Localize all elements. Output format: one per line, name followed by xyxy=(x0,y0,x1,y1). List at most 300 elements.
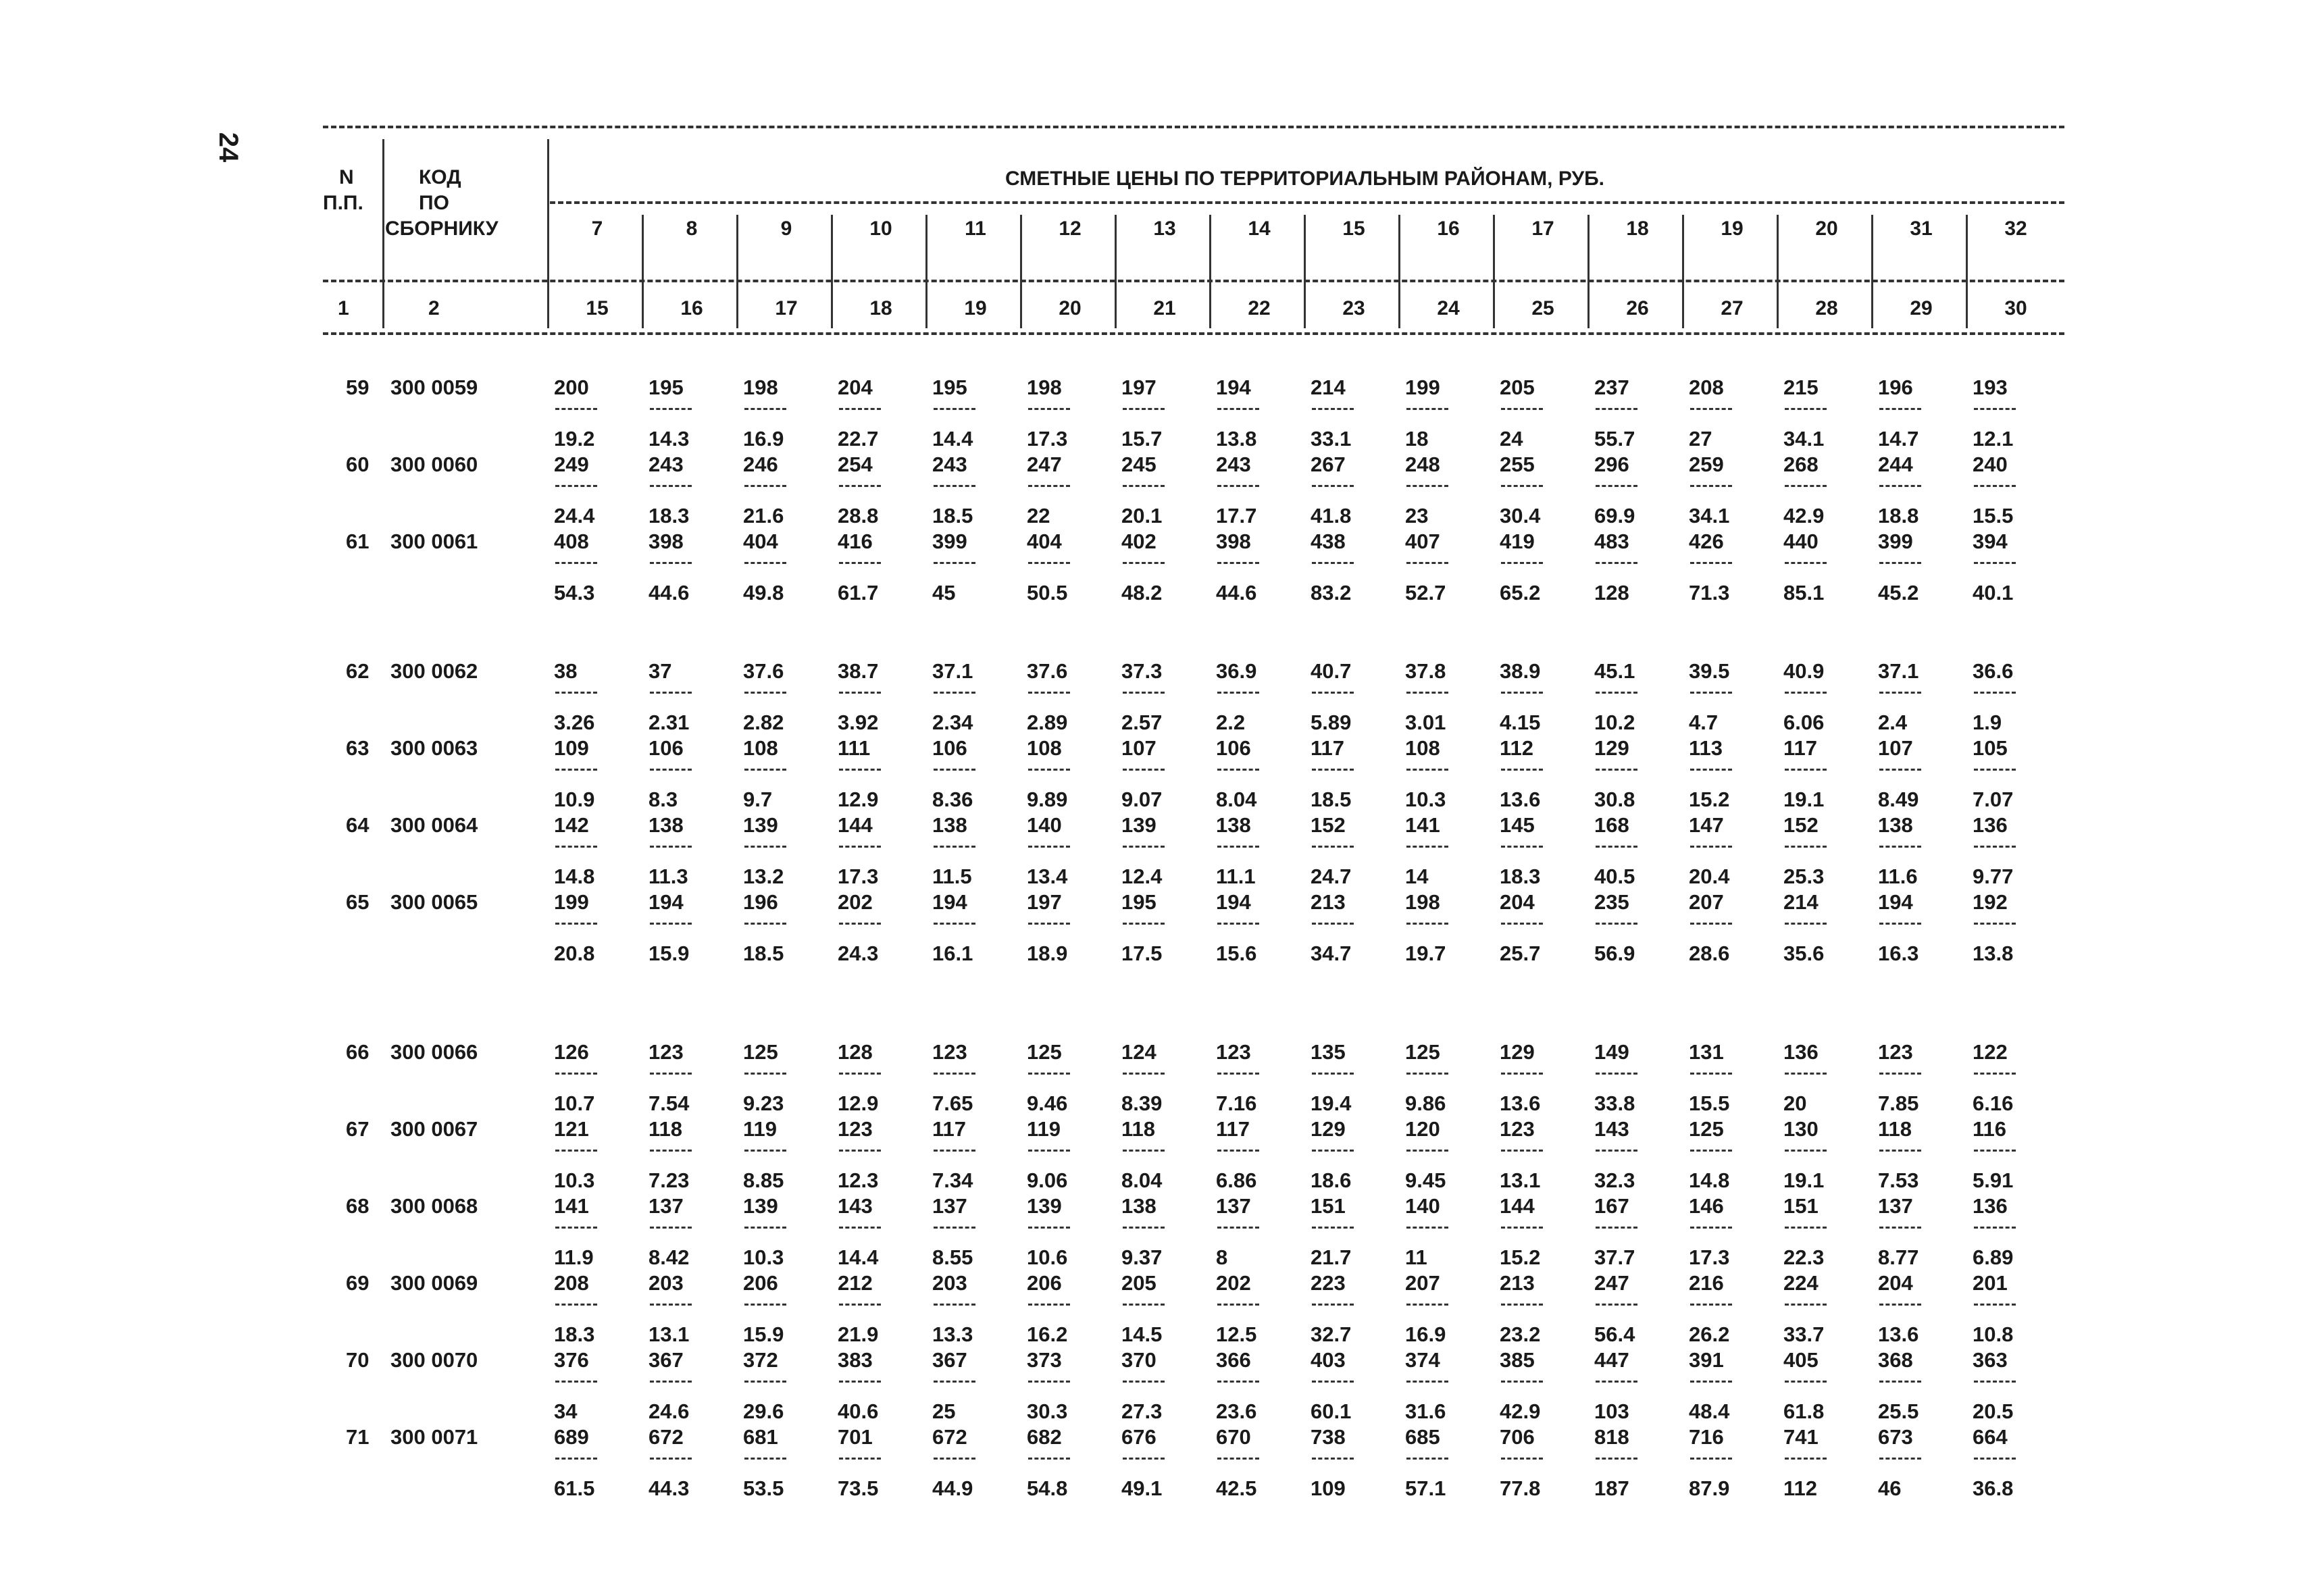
fraction-bar xyxy=(555,769,597,771)
price-value: 117 xyxy=(932,1117,967,1141)
row-code: 300 0062 xyxy=(390,659,478,683)
fraction-bar xyxy=(744,1458,786,1460)
price-sub-value: 61.5 xyxy=(554,1476,595,1500)
price-value: 244 xyxy=(1878,453,1913,476)
price-sub-value: 3.01 xyxy=(1405,711,1446,734)
fraction-bar xyxy=(1028,1150,1070,1152)
fraction-bar xyxy=(1690,692,1732,694)
fraction-bar xyxy=(1596,1073,1637,1075)
price-value: 366 xyxy=(1216,1348,1251,1372)
price-sub-value: 21.9 xyxy=(838,1322,879,1346)
price-sub-value: 34.1 xyxy=(1689,504,1730,527)
header-separator xyxy=(1115,215,1117,328)
fraction-bar xyxy=(1028,692,1070,694)
price-value: 37.3 xyxy=(1121,659,1163,683)
row-number: 64 xyxy=(346,813,370,837)
fraction-bar xyxy=(1123,1304,1165,1306)
fraction-bar xyxy=(1879,485,1921,487)
row-code: 300 0069 xyxy=(390,1271,478,1295)
fraction-bar xyxy=(1596,1150,1637,1152)
fraction-bar xyxy=(1217,408,1259,410)
price-value: 202 xyxy=(1216,1271,1251,1295)
fraction-bar xyxy=(744,1304,786,1306)
price-value: 741 xyxy=(1783,1425,1819,1449)
price-value: 106 xyxy=(1216,736,1251,760)
price-sub-value: 61.7 xyxy=(838,581,879,604)
row-code: 300 0059 xyxy=(390,376,478,399)
header-col-n: N xyxy=(339,166,354,188)
fraction-bar xyxy=(934,1304,975,1306)
fraction-bar xyxy=(1690,1073,1732,1075)
price-value: 125 xyxy=(1689,1117,1724,1141)
header-district: 15 xyxy=(1342,217,1365,240)
header-district: 17 xyxy=(1531,217,1554,240)
fraction-bar xyxy=(1596,562,1637,564)
price-sub-value: 12.1 xyxy=(1973,427,2014,451)
price-value: 426 xyxy=(1689,530,1724,553)
price-value: 108 xyxy=(1027,736,1062,760)
fraction-bar xyxy=(1501,408,1543,410)
price-value: 136 xyxy=(1973,1194,2008,1218)
price-sub-value: 14.7 xyxy=(1878,427,1919,451)
header-separator xyxy=(1966,215,1968,328)
price-sub-value: 48.2 xyxy=(1121,581,1163,604)
fraction-bar xyxy=(1879,1381,1921,1383)
price-sub-value: 13.6 xyxy=(1500,1091,1541,1115)
fraction-bar xyxy=(555,923,597,925)
price-sub-value: 44.9 xyxy=(932,1476,973,1500)
price-sub-value: 5.91 xyxy=(1973,1168,2014,1192)
price-value: 138 xyxy=(1878,813,1913,837)
price-value: 112 xyxy=(1500,736,1534,760)
price-value: 376 xyxy=(554,1348,589,1372)
fraction-bar xyxy=(744,1381,786,1383)
price-sub-value: 17.7 xyxy=(1216,504,1257,527)
price-sub-value: 24.4 xyxy=(554,504,595,527)
price-sub-value: 13.3 xyxy=(932,1322,973,1346)
fraction-bar xyxy=(1123,1458,1165,1460)
fraction-bar xyxy=(934,692,975,694)
price-value: 45.1 xyxy=(1594,659,1635,683)
price-sub-value: 11.3 xyxy=(649,865,688,888)
header-col-index: 15 xyxy=(586,297,609,319)
price-sub-value: 8.49 xyxy=(1878,788,1919,811)
price-sub-value: 34 xyxy=(554,1399,578,1423)
price-sub-value: 26.2 xyxy=(1689,1322,1730,1346)
price-sub-value: 40.1 xyxy=(1973,581,2014,604)
row-code: 300 0064 xyxy=(390,813,478,837)
price-sub-value: 69.9 xyxy=(1594,504,1635,527)
fraction-bar xyxy=(839,846,881,848)
price-value: 204 xyxy=(838,376,873,399)
price-sub-value: 24.3 xyxy=(838,942,879,965)
price-sub-value: 18.5 xyxy=(932,504,973,527)
price-value: 207 xyxy=(1405,1271,1440,1295)
price-sub-value: 15.2 xyxy=(1500,1245,1541,1269)
price-value: 249 xyxy=(554,453,589,476)
header-col-index: 25 xyxy=(1531,297,1554,319)
fraction-bar xyxy=(1501,1381,1543,1383)
price-sub-value: 7.53 xyxy=(1878,1168,1919,1192)
price-value: 685 xyxy=(1405,1425,1440,1449)
price-value: 374 xyxy=(1405,1348,1440,1372)
price-sub-value: 11.6 xyxy=(1878,865,1918,888)
price-value: 37.1 xyxy=(1878,659,1919,683)
fraction-bar xyxy=(1123,1073,1165,1075)
price-sub-value: 7.07 xyxy=(1973,788,2014,811)
price-sub-value: 44.3 xyxy=(649,1476,690,1500)
fraction-bar xyxy=(650,769,692,771)
price-value: 107 xyxy=(1121,736,1156,760)
price-sub-value: 19.1 xyxy=(1783,1168,1825,1192)
price-sub-value: 10.8 xyxy=(1973,1322,2014,1346)
fraction-bar xyxy=(650,1381,692,1383)
price-value: 193 xyxy=(1973,376,2008,399)
fraction-bar xyxy=(1312,1458,1354,1460)
fraction-bar xyxy=(555,1073,597,1075)
price-value: 152 xyxy=(1311,813,1346,837)
price-sub-value: 8.55 xyxy=(932,1245,973,1269)
price-value: 399 xyxy=(1878,530,1913,553)
fraction-bar xyxy=(1690,485,1732,487)
price-sub-value: 42.9 xyxy=(1783,504,1825,527)
price-sub-value: 15.6 xyxy=(1216,942,1257,965)
fraction-bar xyxy=(744,923,786,925)
price-sub-value: 18.3 xyxy=(1500,865,1541,888)
fraction-bar xyxy=(1312,1381,1354,1383)
price-value: 447 xyxy=(1594,1348,1629,1372)
fraction-bar xyxy=(1123,769,1165,771)
fraction-bar xyxy=(555,408,597,410)
fraction-bar xyxy=(1974,1150,2016,1152)
price-value: 125 xyxy=(1027,1040,1062,1064)
price-value: 670 xyxy=(1216,1425,1251,1449)
header-separator xyxy=(831,215,833,328)
price-sub-value: 9.37 xyxy=(1121,1245,1163,1269)
fraction-bar xyxy=(1974,1227,2016,1229)
price-value: 151 xyxy=(1783,1194,1819,1218)
fraction-bar xyxy=(934,846,975,848)
fraction-bar xyxy=(1028,846,1070,848)
fraction-bar xyxy=(1217,692,1259,694)
price-value: 706 xyxy=(1500,1425,1535,1449)
fraction-bar xyxy=(1974,923,2016,925)
fraction-bar xyxy=(1123,923,1165,925)
price-sub-value: 7.34 xyxy=(932,1168,973,1192)
header-code-line2: ПО xyxy=(419,192,449,214)
row-number: 71 xyxy=(346,1425,370,1449)
fraction-bar xyxy=(1217,1150,1259,1152)
row-number: 67 xyxy=(346,1117,370,1141)
price-value: 223 xyxy=(1311,1271,1346,1295)
price-value: 111 xyxy=(838,736,871,760)
fraction-bar xyxy=(839,1073,881,1075)
fraction-bar xyxy=(1690,923,1732,925)
header-title-rule xyxy=(550,201,2064,204)
row-number: 59 xyxy=(346,376,370,399)
fraction-bar xyxy=(744,769,786,771)
fraction-bar xyxy=(839,485,881,487)
price-sub-value: 8.77 xyxy=(1878,1245,1919,1269)
header-index-1: 1 xyxy=(338,297,349,319)
price-sub-value: 18.3 xyxy=(554,1322,595,1346)
price-sub-value: 187 xyxy=(1594,1476,1629,1500)
price-sub-value: 18.6 xyxy=(1311,1168,1352,1192)
header-district: 9 xyxy=(780,217,792,240)
price-sub-value: 14.8 xyxy=(1689,1168,1730,1192)
price-value: 199 xyxy=(554,890,589,914)
fraction-bar xyxy=(1217,1073,1259,1075)
fraction-bar xyxy=(1596,692,1637,694)
price-value: 398 xyxy=(649,530,684,553)
price-value: 138 xyxy=(932,813,967,837)
price-value: 140 xyxy=(1405,1194,1440,1218)
price-value: 203 xyxy=(932,1271,967,1295)
price-sub-value: 77.8 xyxy=(1500,1476,1541,1500)
header-title: СМЕТНЫЕ ЦЕНЫ ПО ТЕРРИТОРИАЛЬНЫМ РАЙОНАМ, РУБ. xyxy=(1005,168,1605,190)
price-value: 147 xyxy=(1689,813,1724,837)
fraction-bar xyxy=(1785,1381,1827,1383)
price-value: 202 xyxy=(838,890,873,914)
header-district: 32 xyxy=(2004,217,2027,240)
price-sub-value: 9.7 xyxy=(743,788,773,811)
fraction-bar xyxy=(650,692,692,694)
price-value: 367 xyxy=(932,1348,967,1372)
fraction-bar xyxy=(1879,1304,1921,1306)
fraction-bar xyxy=(650,485,692,487)
fraction-bar xyxy=(1785,1458,1827,1460)
price-value: 40.7 xyxy=(1311,659,1352,683)
fraction-bar xyxy=(650,408,692,410)
price-value: 139 xyxy=(1121,813,1156,837)
price-sub-value: 36.8 xyxy=(1973,1476,2014,1500)
price-sub-value: 19.7 xyxy=(1405,942,1446,965)
fraction-bar xyxy=(1406,408,1448,410)
fraction-bar xyxy=(1312,562,1354,564)
price-sub-value: 20.8 xyxy=(554,942,595,965)
fraction-bar xyxy=(1974,1381,2016,1383)
price-value: 383 xyxy=(838,1348,873,1372)
price-sub-value: 8.04 xyxy=(1216,788,1257,811)
price-value: 167 xyxy=(1594,1194,1629,1218)
price-value: 255 xyxy=(1500,453,1535,476)
price-sub-value: 12.9 xyxy=(838,788,879,811)
price-sub-value: 10.3 xyxy=(554,1168,595,1192)
price-sub-value: 14.5 xyxy=(1121,1322,1163,1346)
price-sub-value: 23.2 xyxy=(1500,1322,1541,1346)
price-value: 738 xyxy=(1311,1425,1346,1449)
fraction-bar xyxy=(744,485,786,487)
price-value: 701 xyxy=(838,1425,873,1449)
price-sub-value: 6.86 xyxy=(1216,1168,1257,1192)
row-number: 66 xyxy=(346,1040,370,1064)
price-sub-value: 103 xyxy=(1594,1399,1629,1423)
fraction-bar xyxy=(744,408,786,410)
fraction-bar xyxy=(1406,1304,1448,1306)
price-value: 137 xyxy=(1878,1194,1913,1218)
price-sub-value: 34.7 xyxy=(1311,942,1352,965)
price-value: 37 xyxy=(649,659,672,683)
price-value: 106 xyxy=(932,736,967,760)
price-value: 106 xyxy=(649,736,684,760)
row-number: 70 xyxy=(346,1348,370,1372)
fraction-bar xyxy=(1406,923,1448,925)
price-sub-value: 15.7 xyxy=(1121,427,1163,451)
price-sub-value: 21.7 xyxy=(1311,1245,1352,1269)
fraction-bar xyxy=(934,923,975,925)
fraction-bar xyxy=(1879,1458,1921,1460)
header-district: 14 xyxy=(1248,217,1271,240)
fraction-bar xyxy=(1217,1381,1259,1383)
header-district: 10 xyxy=(869,217,892,240)
header-district: 18 xyxy=(1626,217,1649,240)
fraction-bar xyxy=(1879,562,1921,564)
price-value: 139 xyxy=(743,1194,778,1218)
price-sub-value: 15.9 xyxy=(649,942,690,965)
price-sub-value: 45 xyxy=(932,581,956,604)
fraction-bar xyxy=(1501,692,1543,694)
price-value: 438 xyxy=(1311,530,1346,553)
price-sub-value: 30.4 xyxy=(1500,504,1541,527)
header-district: 11 xyxy=(965,217,986,240)
fraction-bar xyxy=(1028,1227,1070,1229)
price-value: 196 xyxy=(1878,376,1913,399)
price-sub-value: 16.9 xyxy=(1405,1322,1446,1346)
price-value: 123 xyxy=(649,1040,684,1064)
fraction-bar xyxy=(1123,408,1165,410)
price-sub-value: 13.1 xyxy=(1500,1168,1541,1192)
fraction-bar xyxy=(1596,846,1637,848)
price-value: 440 xyxy=(1783,530,1819,553)
price-sub-value: 2.89 xyxy=(1027,711,1068,734)
fraction-bar xyxy=(934,1150,975,1152)
price-value: 214 xyxy=(1783,890,1819,914)
fraction-bar xyxy=(1785,1073,1827,1075)
fraction-bar xyxy=(1406,846,1448,848)
fraction-bar xyxy=(650,1304,692,1306)
row-code: 300 0068 xyxy=(390,1194,478,1218)
price-sub-value: 13.8 xyxy=(1973,942,2014,965)
fraction-bar xyxy=(1596,769,1637,771)
fraction-bar xyxy=(1217,846,1259,848)
price-value: 129 xyxy=(1311,1117,1346,1141)
price-value: 673 xyxy=(1878,1425,1913,1449)
price-sub-value: 7.16 xyxy=(1216,1091,1257,1115)
header-separator xyxy=(1777,215,1779,328)
price-value: 681 xyxy=(743,1425,778,1449)
price-value: 139 xyxy=(743,813,778,837)
price-sub-value: 14.8 xyxy=(554,865,595,888)
price-sub-value: 87.9 xyxy=(1689,1476,1730,1500)
row-code: 300 0066 xyxy=(390,1040,478,1064)
price-sub-value: 14 xyxy=(1405,865,1429,888)
price-value: 672 xyxy=(649,1425,684,1449)
price-sub-value: 14.4 xyxy=(932,427,973,451)
price-value: 213 xyxy=(1500,1271,1535,1295)
header-col-index: 26 xyxy=(1626,297,1649,319)
fraction-bar xyxy=(1123,562,1165,564)
fraction-bar xyxy=(1312,1227,1354,1229)
row-number: 68 xyxy=(346,1194,370,1218)
price-sub-value: 3.26 xyxy=(554,711,595,734)
fraction-bar xyxy=(1312,485,1354,487)
price-sub-value: 50.5 xyxy=(1027,581,1068,604)
fraction-bar xyxy=(1596,1458,1637,1460)
fraction-bar xyxy=(1690,1304,1732,1306)
price-value: 195 xyxy=(649,376,684,399)
price-sub-value: 6.16 xyxy=(1973,1091,2014,1115)
price-sub-value: 10.9 xyxy=(554,788,595,811)
fraction-bar xyxy=(1974,408,2016,410)
price-sub-value: 10.3 xyxy=(1405,788,1446,811)
fraction-bar xyxy=(1596,1304,1637,1306)
fraction-bar xyxy=(839,1150,881,1152)
price-value: 198 xyxy=(743,376,778,399)
price-value: 247 xyxy=(1594,1271,1629,1295)
fraction-bar xyxy=(1785,1150,1827,1152)
header-separator xyxy=(642,215,644,328)
price-value: 199 xyxy=(1405,376,1440,399)
fraction-bar xyxy=(1406,562,1448,564)
fraction-bar xyxy=(1312,408,1354,410)
header-separator xyxy=(736,215,738,328)
fraction-bar xyxy=(1501,769,1543,771)
price-sub-value: 25.5 xyxy=(1878,1399,1919,1423)
price-value: 243 xyxy=(649,453,684,476)
price-sub-value: 12.5 xyxy=(1216,1322,1257,1346)
fraction-bar xyxy=(839,562,881,564)
fraction-bar xyxy=(1028,769,1070,771)
fraction-bar xyxy=(1785,408,1827,410)
price-value: 116 xyxy=(1973,1117,2007,1141)
price-value: 146 xyxy=(1689,1194,1724,1218)
price-value: 206 xyxy=(1027,1271,1062,1295)
price-sub-value: 17.3 xyxy=(1027,427,1068,451)
fraction-bar xyxy=(1785,562,1827,564)
price-sub-value: 21.6 xyxy=(743,504,784,527)
price-sub-value: 14.4 xyxy=(838,1245,879,1269)
fraction-bar xyxy=(1690,769,1732,771)
price-sub-value: 6.06 xyxy=(1783,711,1825,734)
price-value: 672 xyxy=(932,1425,967,1449)
price-sub-value: 41.8 xyxy=(1311,504,1352,527)
price-sub-value: 9.77 xyxy=(1973,865,2014,888)
price-value: 143 xyxy=(1594,1117,1629,1141)
price-value: 408 xyxy=(554,530,589,553)
price-sub-value: 34.1 xyxy=(1783,427,1825,451)
price-sub-value: 37.7 xyxy=(1594,1245,1635,1269)
price-value: 136 xyxy=(1783,1040,1819,1064)
price-value: 131 xyxy=(1689,1040,1724,1064)
price-sub-value: 24.6 xyxy=(649,1399,690,1423)
price-sub-value: 13.4 xyxy=(1027,865,1068,888)
header-separator xyxy=(1304,215,1306,328)
fraction-bar xyxy=(934,1458,975,1460)
price-sub-value: 57.1 xyxy=(1405,1476,1446,1500)
price-value: 136 xyxy=(1973,813,2008,837)
price-value: 205 xyxy=(1121,1271,1156,1295)
header-col-index: 16 xyxy=(680,297,703,319)
price-sub-value: 7.23 xyxy=(649,1168,690,1192)
price-sub-value: 7.85 xyxy=(1878,1091,1919,1115)
price-sub-value: 22 xyxy=(1027,504,1050,527)
fraction-bar xyxy=(1501,485,1543,487)
price-value: 129 xyxy=(1500,1040,1535,1064)
price-sub-value: 30.3 xyxy=(1027,1399,1068,1423)
fraction-bar xyxy=(1028,1304,1070,1306)
price-sub-value: 6.89 xyxy=(1973,1245,2014,1269)
price-value: 129 xyxy=(1594,736,1629,760)
